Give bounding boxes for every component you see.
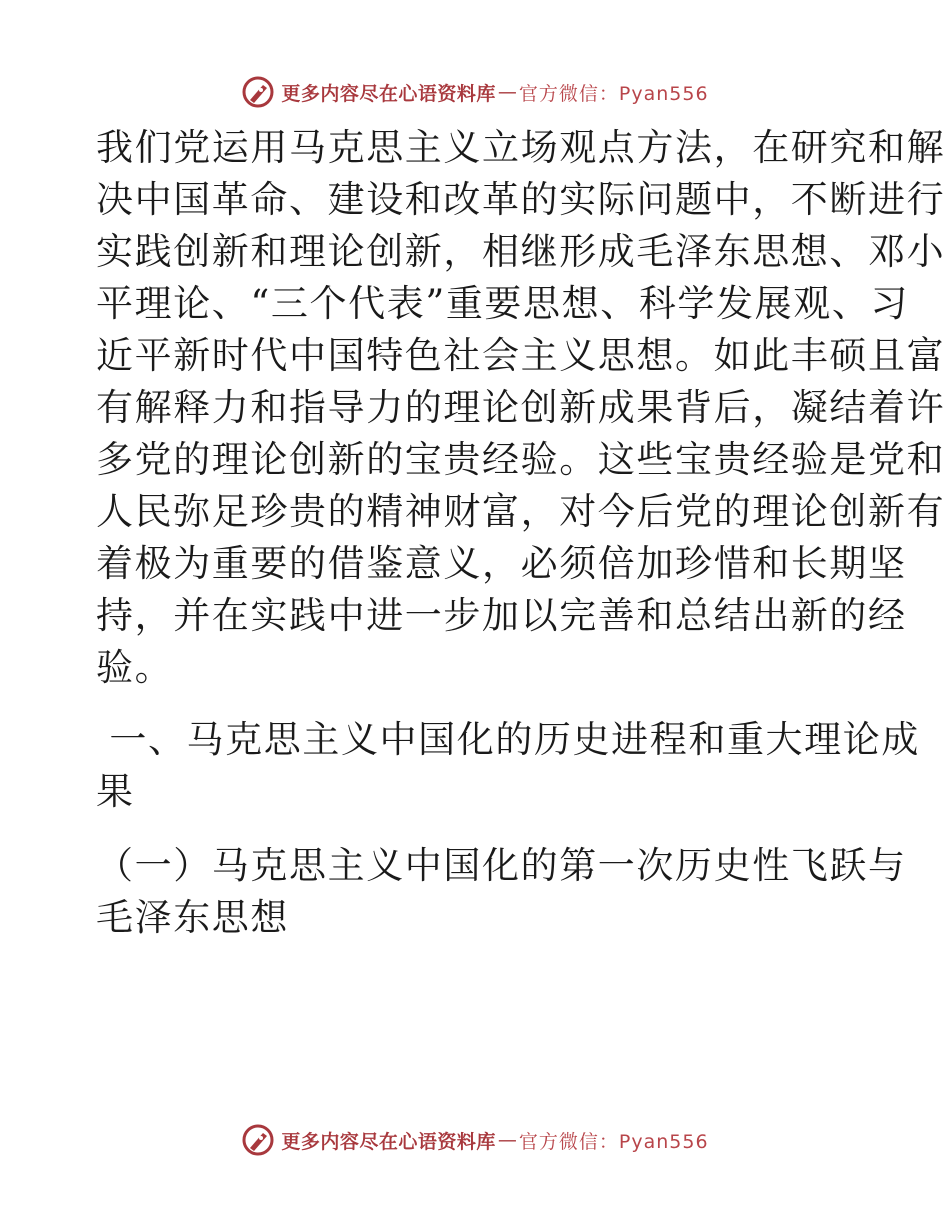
heading-line: 毛泽东思想 <box>96 896 289 939</box>
paragraph-line: 平理论、“三个代表”重要思想、科学发展观、习 <box>96 282 910 325</box>
watermark-dash: — <box>497 1129 517 1151</box>
paragraph-line: 我们党运用马克思主义立场观点方法，在研究和解 <box>96 126 946 169</box>
watermark-wechat-text: 官方微信：Pyan556 <box>518 1130 709 1153</box>
section-heading-1 <box>96 714 920 818</box>
paragraph-line: 验。 <box>96 646 174 689</box>
paragraph-line: 持，并在实践中进一步加以完善和总结出新的经 <box>96 594 907 637</box>
watermark-main-text: 更多内容尽在心语资料库 <box>281 1130 496 1153</box>
paragraph-line: 决中国革命、建设和改革的实际问题中，不断进行 <box>96 178 946 221</box>
heading-line: （一）马克思主义中国化的第一次历史性飞跃与 <box>96 844 907 887</box>
paragraph-line: 近平新时代中国特色社会主义思想。如此丰硕且富 <box>96 334 946 377</box>
heading-line: 果 <box>96 770 135 813</box>
watermark-wechat-text: 官方微信：Pyan556 <box>518 82 709 105</box>
document-body <box>96 122 946 944</box>
paragraph-line: 人民弥足珍贵的精神财富，对今后党的理论创新有 <box>96 490 946 533</box>
heading-line: 一、马克思主义中国化的历史进程和重大理论成 <box>96 718 920 761</box>
watermark-dash: — <box>497 81 517 103</box>
footer-watermark <box>0 1120 950 1160</box>
paragraph-line: 多党的理论创新的宝贵经验。这些宝贵经验是党和 <box>96 438 946 481</box>
paragraph-line: 着极为重要的借鉴意义，必须倍加珍惜和长期坚 <box>96 542 907 585</box>
paragraph-line: 实践创新和理论创新，相继形成毛泽东思想、邓小 <box>96 230 946 273</box>
pen-circle-icon <box>241 1123 275 1157</box>
header-watermark <box>0 72 950 112</box>
paragraph-line: 有解释力和指导力的理论创新成果背后，凝结着许 <box>96 386 946 429</box>
watermark-main-text: 更多内容尽在心语资料库 <box>281 82 496 105</box>
intro-paragraph <box>96 122 946 694</box>
pen-circle-icon <box>241 75 275 109</box>
section-heading-2 <box>96 840 907 944</box>
